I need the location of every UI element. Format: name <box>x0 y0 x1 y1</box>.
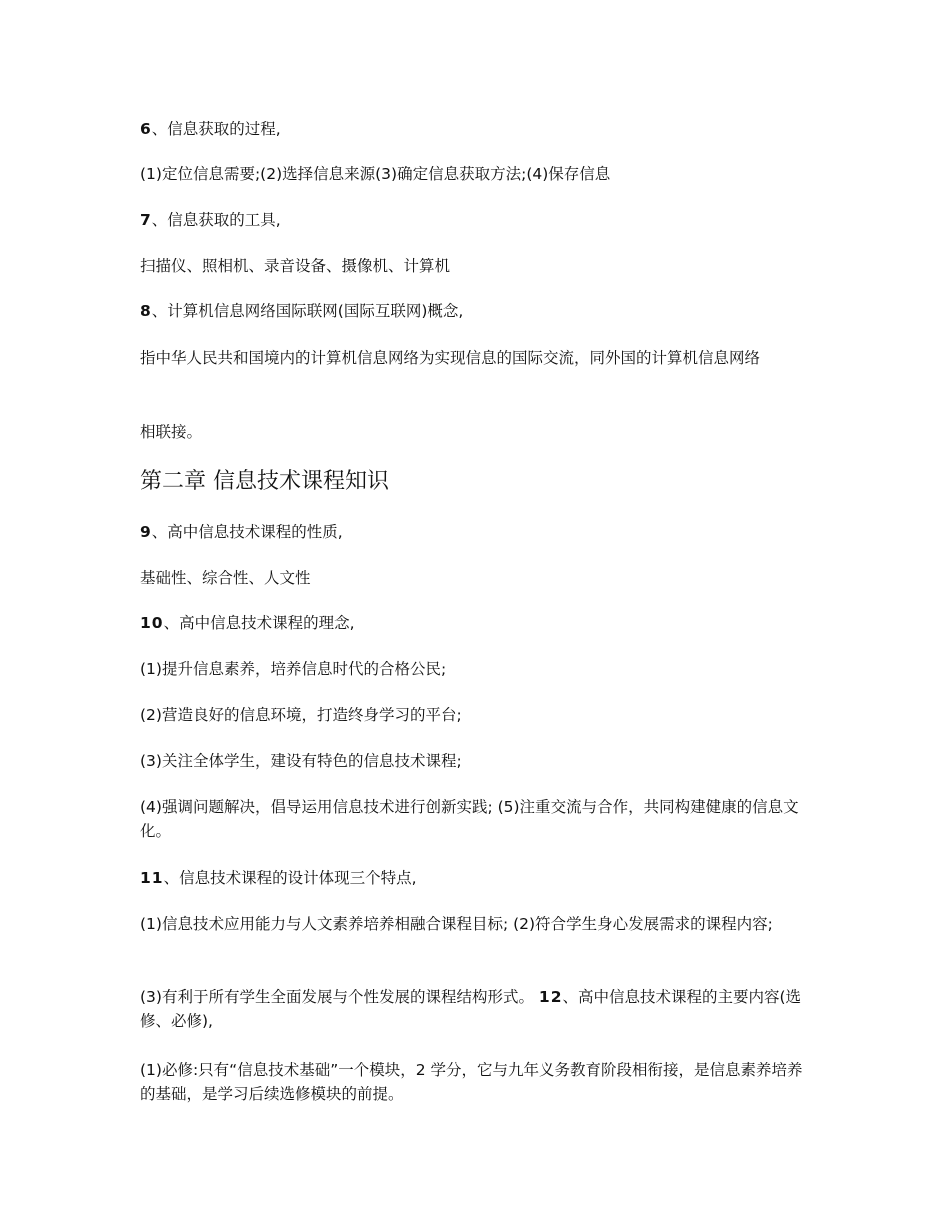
item-10-heading <box>140 611 815 635</box>
paragraph: (1)定位信息需要;(2)选择信息来源(3)确定信息获取方法;(4)保存信息 <box>140 165 611 183</box>
item-text: 、信息技术课程的设计体现三个特点, <box>163 869 417 887</box>
item-text: 、计算机信息网络国际联网(国际互联网)概念, <box>151 302 464 320</box>
item-number: 11 <box>140 869 164 887</box>
paragraph: (1)必修:只有“信息技术基础”一个模块，2 学分，它与九年义务教育阶段相衔接，是信息素养培养的基础，是学习后续选修模块的前提。 <box>140 1061 803 1103</box>
item-number: 10 <box>140 614 164 632</box>
item-text: 、信息获取的工具, <box>151 211 281 229</box>
paragraph: 指中华人民共和国境内的计算机信息网络为实现信息的国际交流，同外国的计算机信息网络 <box>140 349 761 367</box>
chapter-title: 第二章 信息技术课程知识 <box>140 469 389 494</box>
paragraph: (1)提升信息素养，培养信息时代的合格公民; <box>140 660 447 678</box>
paragraph: (4)强调问题解决，倡导运用信息技术进行创新实践; (5)注重交流与合作，共同构建健康的信息文化。 <box>140 798 799 840</box>
item-9-heading <box>140 520 815 544</box>
item-7-heading <box>140 208 815 232</box>
item-text: 、信息获取的过程, <box>151 120 281 138</box>
item-text: 、高中信息技术课程的理念, <box>163 614 355 632</box>
paragraph: 扫描仪、照相机、录音设备、摄像机、计算机 <box>140 257 451 275</box>
item-number: 8 <box>140 302 152 320</box>
paragraph: 相联接。 <box>140 423 203 441</box>
item-number: 7 <box>140 211 152 229</box>
item-text: 、高中信息技术课程的主要内容(选修、必修), <box>140 988 802 1030</box>
item-11-heading <box>140 866 815 890</box>
item-8-heading <box>140 299 815 323</box>
paragraph: 基础性、综合性、人文性 <box>140 569 311 587</box>
paragraph: (3)关注全体学生，建设有特色的信息技术课程; <box>140 752 462 770</box>
item-number: 12 <box>538 988 563 1006</box>
item-text: (3)有利于所有学生全面发展与个性发展的课程结构形式。 <box>140 988 534 1006</box>
item-number: 6 <box>140 120 152 138</box>
paragraph <box>140 985 815 1033</box>
item-text: 、高中信息技术课程的性质, <box>151 523 343 541</box>
item-6-heading <box>140 117 815 141</box>
paragraph: (1)信息技术应用能力与人文素养培养相融合课程目标; (2)符合学生身心发展需求的课程内容; <box>140 915 773 933</box>
item-number: 9 <box>140 523 152 541</box>
paragraph: (2)营造良好的信息环境，打造终身学习的平台; <box>140 706 462 724</box>
